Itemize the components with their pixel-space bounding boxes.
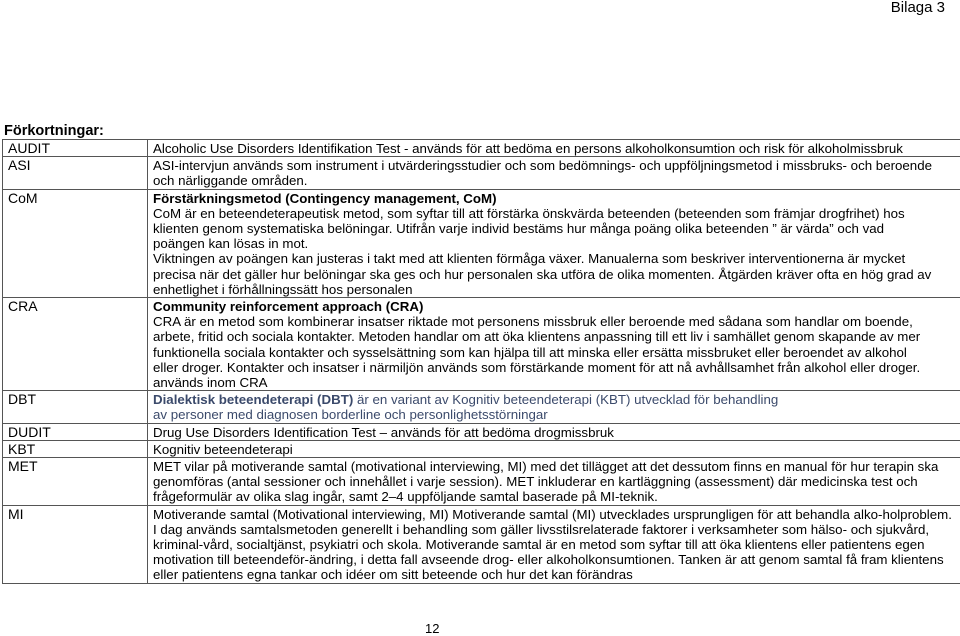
abbreviation-definition [148, 189, 960, 297]
definition-line: MET vilar på motiverande samtal (motivational interviewing, MI) med det tillägget att det dessutom finns en manual för hur terapin ska [153, 459, 960, 474]
appendix-label: Bilaga 3 [891, 0, 945, 16]
abbreviation-term: DBT [3, 391, 148, 423]
table-row [3, 423, 960, 440]
abbreviation-definition [148, 140, 960, 157]
definition-line: Motiverande samtal (Motivational interviewing, MI) Motiverande samtal (MI) utvecklades ursprungligen för att behandla alko-holproblem. [153, 507, 960, 522]
definition-heading: Dialektisk beteendeterapi (DBT) [153, 392, 353, 407]
definition-line: genomföras (antal sessioner och innehållet i varje session). MET inkluderar en kartläggning (assessment) där medicinska test och [153, 474, 960, 489]
abbreviation-term: DUDIT [3, 423, 148, 440]
definition-heading: Community reinforcement approach (CRA) [153, 299, 960, 314]
abbreviation-term: KBT [3, 440, 148, 457]
definition-line: precisa när det gäller hur belöningar ska ges och hur personalen ska utföra de olika momenten. Åtgärden kräver ofta en hög grad av [153, 267, 960, 282]
abbreviation-term: MET [3, 458, 148, 506]
definition-text: är en variant av Kognitiv beteendeterapi (KBT) utvecklad för behandling [353, 392, 778, 407]
definition-line: klienten genom systematiska belöningar. Utifrån varje individ bestäms hur många poäng olika beteenden ” är värda” och vad [153, 221, 960, 236]
page-number: 12 [425, 621, 439, 636]
abbreviation-term: MI [3, 505, 148, 583]
definition-line: av personer med diagnosen borderline och personlighetsstörningar [153, 407, 960, 422]
definition-line: Viktningen av poängen kan justeras i takt med att klienten förmåga växer. Manualerna som beskriver interventionerna är mycket [153, 251, 960, 266]
table-row [3, 458, 960, 506]
definition-line: Kognitiv beteendeterapi [153, 442, 960, 457]
abbreviation-term: CRA [3, 298, 148, 391]
abbreviation-term: ASI [3, 157, 148, 189]
definition-line: poängen kan lösas in mot. [153, 236, 960, 251]
definition-line: kriminal-vård, socialtjänst, psykiatri och skola. Motiverande samtal är en metod som syftar till att öka klientens eller patientens egen [153, 537, 960, 552]
abbreviation-definition [148, 157, 960, 189]
definition-line: och närliggande områden. [153, 173, 960, 188]
definition-line: eller droger. Kontakter och insatser i närmiljön används som förstärkande moment för att nå avhållsamhet från alkohol eller droger. [153, 360, 960, 375]
definition-line: eller patientens egna tankar och idéer om sitt beteende och hur det kan förändras [153, 567, 960, 582]
definition-line: CoM är en beteendeterapeutisk metod, som syftar till att förstärka önskvärda beteenden (beteenden som främjar drogfrihet) hos [153, 206, 960, 221]
table-row [3, 391, 960, 423]
abbreviation-term: CoM [3, 189, 148, 297]
definition-line: frågeformulär av olika slag ingår, samt 2–4 uppföljande samtal baserade på MI-teknik. [153, 489, 960, 504]
definition-line: Alcoholic Use Disorders Identifikation Test - används för att bedöma en persons alkoholkonsumtion och risk för alkoholmissbruk [153, 141, 960, 156]
abbreviation-definition [148, 440, 960, 457]
table-row [3, 298, 960, 391]
definition-line: CRA är en metod som kombinerar insatser riktade mot personens missbruk eller beroende med sådana som handlar om boende, [153, 314, 960, 329]
abbreviation-table [2, 139, 960, 584]
definition-line: funktionella sociala kontakter och sysselsättning som kan hjälpa till att minska eller ersätta missbruket eller beroendet av alkohol [153, 345, 960, 360]
table-row [3, 440, 960, 457]
table-row [3, 505, 960, 583]
abbreviation-definition [148, 391, 960, 423]
definition-heading: Förstärkningsmetod (Contingency management, CoM) [153, 191, 960, 206]
definition-line: ASI-intervjun används som instrument i utvärderingsstudier och som bedömnings- och uppföljningsmetod i missbruks- och beroende [153, 158, 960, 173]
abbreviation-definition [148, 505, 960, 583]
definition-line: Drug Use Disorders Identification Test – används för att bedöma drogmissbruk [153, 425, 960, 440]
table-row [3, 140, 960, 157]
section-title: Förkortningar: [4, 123, 104, 139]
abbreviation-definition [148, 298, 960, 391]
definition-line [153, 392, 960, 407]
table-row [3, 189, 960, 297]
definition-line: I dag används samtalsmetoden generellt i behandling som gäller livsstilsrelaterade faktorer i verksamheter som hälso- och sjukvård, [153, 522, 960, 537]
table-row [3, 157, 960, 189]
definition-line: används inom CRA [153, 375, 960, 390]
abbreviation-definition [148, 423, 960, 440]
definition-line: enhetlighet i förhållningssätt hos personalen [153, 282, 960, 297]
definition-line: arbete, fritid och sociala kontakter. Metoden handlar om att öka klientens anpassning till ett liv i samhället genom skapande av mer [153, 329, 960, 344]
definition-line: motivation till beteendeför-ändring, i detta fall avseende drog- eller alkoholkonsumtionen. Tanken är att genom samtal få fram klientens [153, 552, 960, 567]
abbreviation-term: AUDIT [3, 140, 148, 157]
abbreviation-definition [148, 458, 960, 506]
